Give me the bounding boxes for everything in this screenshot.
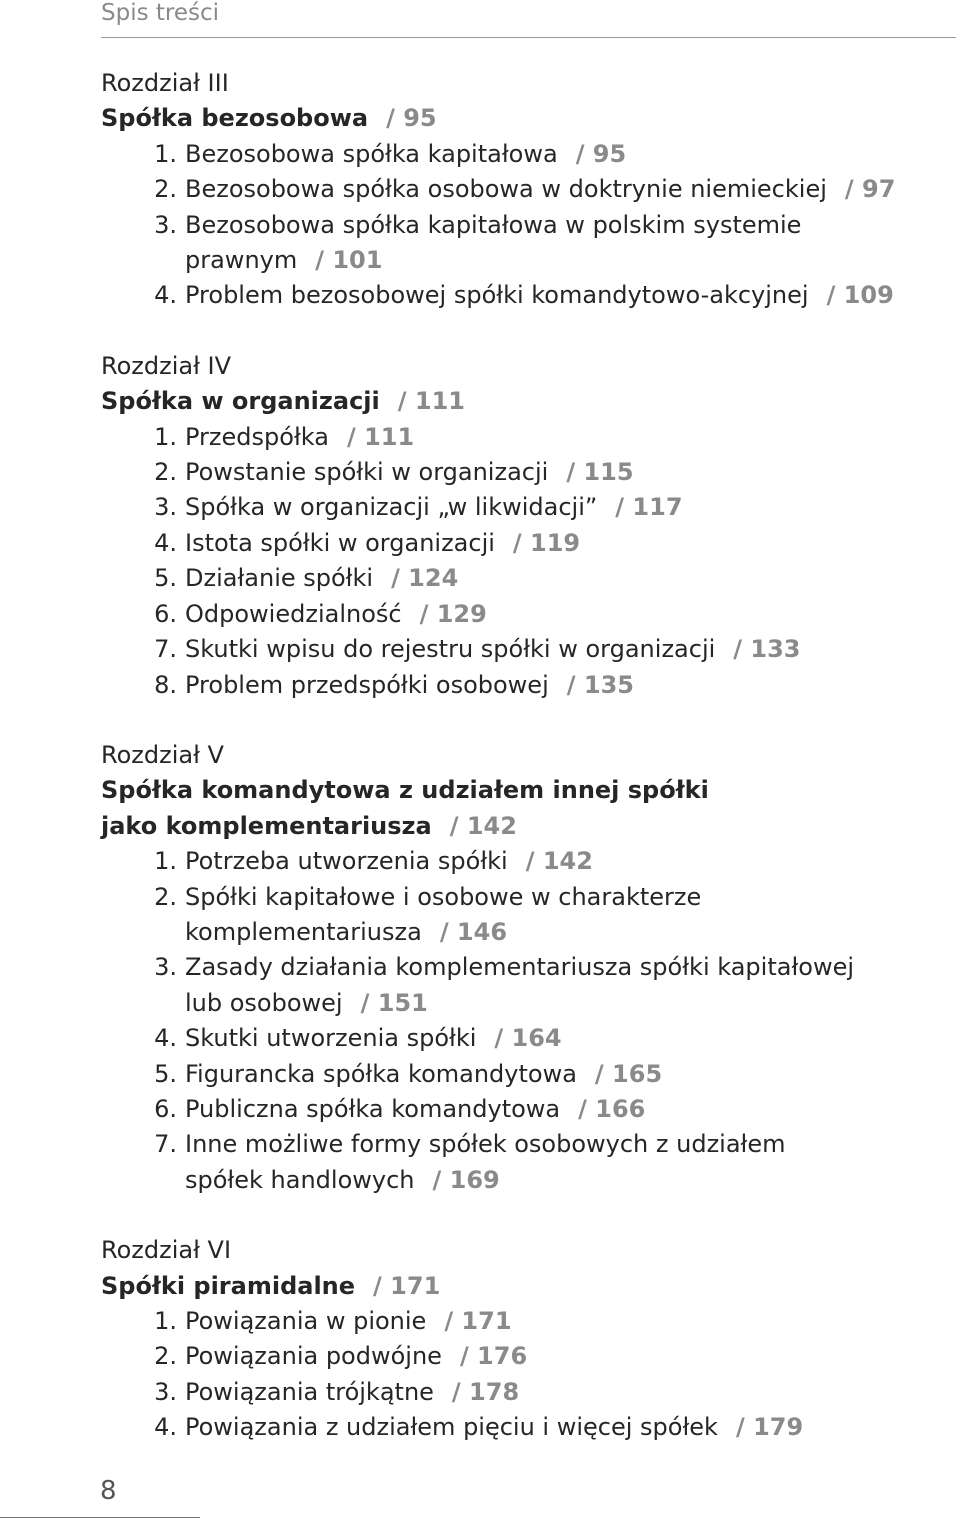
chapter-title: Spółka bezosobowa: [101, 104, 369, 133]
entry-number: 7.: [154, 1130, 177, 1159]
toc-entry: [101, 172, 931, 207]
entry-title: Spółka w organizacji „w likwidacji”: [185, 493, 598, 522]
entry-text-line: [185, 1127, 931, 1162]
chapter-section: [101, 1233, 931, 1445]
toc-entry: [101, 915, 931, 950]
entry-number: 6.: [154, 1094, 177, 1123]
entry-text-line: [185, 420, 931, 455]
entry-text-line: [185, 1057, 931, 1092]
toc-entry: [101, 420, 931, 455]
entry-text-line: [185, 844, 931, 879]
chapter-title: jako komplementariusza: [101, 811, 432, 840]
entry-number: 2.: [154, 1342, 177, 1371]
entry-number: [101, 915, 185, 950]
page-number: 8: [100, 1476, 117, 1506]
entry-text-line: [185, 243, 931, 278]
entry-text-line: [185, 1410, 931, 1445]
chapter-section: [101, 738, 931, 1198]
entry-text-line: [185, 1339, 931, 1374]
entry-page-ref: / 179: [735, 1413, 804, 1442]
entry-title: Potrzeba utworzenia spółki: [185, 847, 508, 876]
entry-page-ref: / 142: [525, 847, 593, 876]
entry-page-ref: / 176: [459, 1342, 528, 1371]
entry-text-line: [185, 1304, 931, 1339]
toc-entry: [101, 1057, 931, 1092]
chapter-title: Spółka komandytowa z udziałem innej spółki: [101, 776, 709, 805]
entry-text-line: [185, 172, 931, 207]
chapter-title-line: [101, 773, 931, 808]
entry-text-line: [185, 668, 931, 703]
entry-title: Problem bezosobowej spółki komandytowo-akcyjnej: [185, 281, 809, 310]
entry-page-ref: / 124: [391, 564, 459, 593]
entry-page-ref: / 171: [444, 1307, 512, 1335]
entry-title: Powstanie spółki w organizacji: [185, 458, 549, 487]
toc-entry: [101, 526, 931, 561]
entry-number: 1.: [154, 422, 177, 451]
toc-entry: [101, 668, 931, 703]
entry-page-ref: / 151: [360, 988, 428, 1017]
entry-number: 3.: [154, 953, 177, 982]
entry-text-line: [185, 986, 931, 1021]
entry-page-ref: / 178: [451, 1377, 520, 1406]
entry-title: Istota spółki w organizacji: [185, 528, 495, 557]
chapter-label: Rozdział VI: [101, 1236, 232, 1265]
entry-title: Działanie spółki: [185, 564, 374, 593]
entry-number: 7.: [154, 635, 177, 664]
entry-title: Bezosobowa spółka kapitałowa w polskim systemie: [185, 210, 802, 239]
entry-title: Skutki utworzenia spółki: [185, 1024, 477, 1053]
entry-text-line: [185, 490, 931, 525]
entry-title: Powiązania z udziałem pięciu i więcej spółek: [185, 1413, 718, 1442]
entry-text-line: [185, 208, 931, 243]
chapter-page-ref: / 142: [449, 811, 517, 840]
entry-number: [101, 243, 185, 278]
entry-text-line: [185, 1021, 931, 1056]
entry-title: Spółki kapitałowe i osobowe w charakterze: [185, 882, 702, 911]
entry-text-line: [185, 137, 931, 172]
table-of-contents: [101, 66, 931, 1481]
entry-title: Problem przedspółki osobowej: [185, 670, 549, 699]
entry-number: 4.: [154, 1024, 177, 1053]
entry-page-ref: / 95: [575, 139, 627, 168]
entry-text-line: [185, 880, 931, 915]
entry-number: 3.: [154, 210, 177, 239]
chapter-page-ref: / 171: [373, 1271, 441, 1300]
chapter-page-ref: / 111: [397, 387, 465, 416]
entry-text-line: [185, 1092, 931, 1127]
toc-entry: [101, 137, 931, 172]
entry-title: Inne możliwe formy spółek osobowych z udziałem: [185, 1130, 786, 1159]
toc-entry: [101, 1375, 931, 1410]
entry-page-ref: / 115: [566, 458, 634, 487]
entry-text-line: [185, 950, 931, 985]
entry-number: 3.: [154, 493, 177, 522]
entry-number: 4.: [154, 1413, 177, 1442]
entry-number: [101, 1163, 185, 1198]
entry-title: komplementariusza: [185, 917, 422, 946]
entry-number: 1.: [154, 847, 177, 876]
entry-page-ref: / 111: [346, 422, 415, 451]
entry-number: 2.: [154, 458, 177, 487]
running-head: Spis treści: [101, 0, 220, 26]
chapter-title-line: [101, 809, 931, 844]
entry-title: Powiązania trójkątne: [185, 1377, 434, 1406]
entry-number: 4.: [154, 528, 177, 557]
entry-number: 1.: [154, 1307, 177, 1335]
entry-page-ref: / 165: [594, 1059, 663, 1088]
entry-page-ref: / 117: [615, 493, 683, 522]
toc-entry: [101, 1092, 931, 1127]
chapter-label: Rozdział V: [101, 740, 224, 769]
toc-entry: [101, 243, 931, 278]
toc-entry: [101, 880, 931, 915]
chapter-title: Spółka w organizacji: [101, 387, 380, 416]
entry-title: Przedspółka: [185, 422, 329, 451]
toc-entry: [101, 1021, 931, 1056]
toc-entry: [101, 278, 931, 313]
entry-title: Figurancka spółka komandytowa: [185, 1059, 577, 1088]
entry-number: 1.: [154, 139, 177, 168]
chapter-title-line: [101, 1269, 931, 1304]
entry-page-ref: / 119: [512, 528, 581, 557]
entry-text-line: [185, 278, 931, 313]
toc-entry: [101, 1304, 931, 1339]
entry-page-ref: / 129: [419, 599, 487, 628]
entry-title: Powiązania podwójne: [185, 1342, 442, 1371]
entry-page-ref: / 109: [826, 281, 894, 310]
entry-title: Odpowiedzialność: [185, 599, 402, 628]
entry-text-line: [185, 455, 931, 490]
toc-entry: [101, 632, 931, 667]
entry-page-ref: / 101: [315, 246, 383, 275]
entry-number: [101, 986, 185, 1021]
entry-text-line: [185, 597, 931, 632]
entry-number: 6.: [154, 599, 177, 628]
toc-entry: [101, 1339, 931, 1374]
chapter-title-line: [101, 384, 931, 419]
entry-number: 2.: [154, 175, 177, 204]
entry-text-line: [185, 526, 931, 561]
entry-title: Zasady działania komplementariusza spółki kapitałowej: [185, 953, 855, 982]
entry-number: 5.: [154, 564, 177, 593]
entry-title: Skutki wpisu do rejestru spółki w organizacji: [185, 635, 716, 664]
entry-text-line: [185, 632, 931, 667]
entry-page-ref: / 135: [566, 670, 634, 699]
entry-title: Bezosobowa spółka kapitałowa: [185, 139, 558, 168]
entry-page-ref: / 166: [578, 1094, 646, 1123]
chapter-label: Rozdział IV: [101, 351, 232, 380]
entry-page-ref: / 169: [432, 1165, 500, 1194]
chapter-section: [101, 66, 931, 314]
toc-entry: [101, 490, 931, 525]
entry-page-ref: / 146: [439, 917, 508, 946]
header-rule: [101, 37, 956, 38]
toc-entry: [101, 986, 931, 1021]
toc-entry: [101, 1410, 931, 1445]
chapter-title: Spółki piramidalne: [101, 1271, 356, 1300]
chapter-page-ref: / 95: [386, 104, 437, 133]
entry-number: 3.: [154, 1377, 177, 1406]
toc-entry: [101, 844, 931, 879]
toc-entry: [101, 561, 931, 596]
entry-title: prawnym: [185, 246, 298, 275]
entry-page-ref: / 133: [733, 635, 801, 664]
toc-entry: [101, 208, 931, 243]
toc-entry: [101, 1127, 931, 1162]
entry-title: Bezosobowa spółka osobowa w doktrynie niemieckiej: [185, 175, 827, 204]
entry-title: Publiczna spółka komandytowa: [185, 1094, 561, 1123]
toc-entry: [101, 950, 931, 985]
toc-entry: [101, 455, 931, 490]
entry-text-line: [185, 1375, 931, 1410]
entry-number: 8.: [154, 670, 177, 699]
entry-text-line: [185, 1163, 931, 1198]
entry-number: 2.: [154, 882, 177, 911]
entry-number: 4.: [154, 281, 177, 310]
chapter-label: Rozdział III: [101, 69, 229, 97]
chapter-title-line: [101, 101, 931, 136]
entry-text-line: [185, 561, 931, 596]
entry-text-line: [185, 915, 931, 950]
entry-title: Powiązania w pionie: [185, 1307, 427, 1335]
chapter-section: [101, 349, 931, 703]
entry-title: spółek handlowych: [185, 1165, 415, 1194]
entry-title: lub osobowej: [185, 988, 343, 1017]
entry-page-ref: / 97: [844, 175, 896, 204]
toc-entry: [101, 597, 931, 632]
footer-rule: [0, 1517, 200, 1518]
entry-page-ref: / 164: [494, 1024, 562, 1053]
toc-entry: [101, 1163, 931, 1198]
entry-number: 5.: [154, 1059, 177, 1088]
